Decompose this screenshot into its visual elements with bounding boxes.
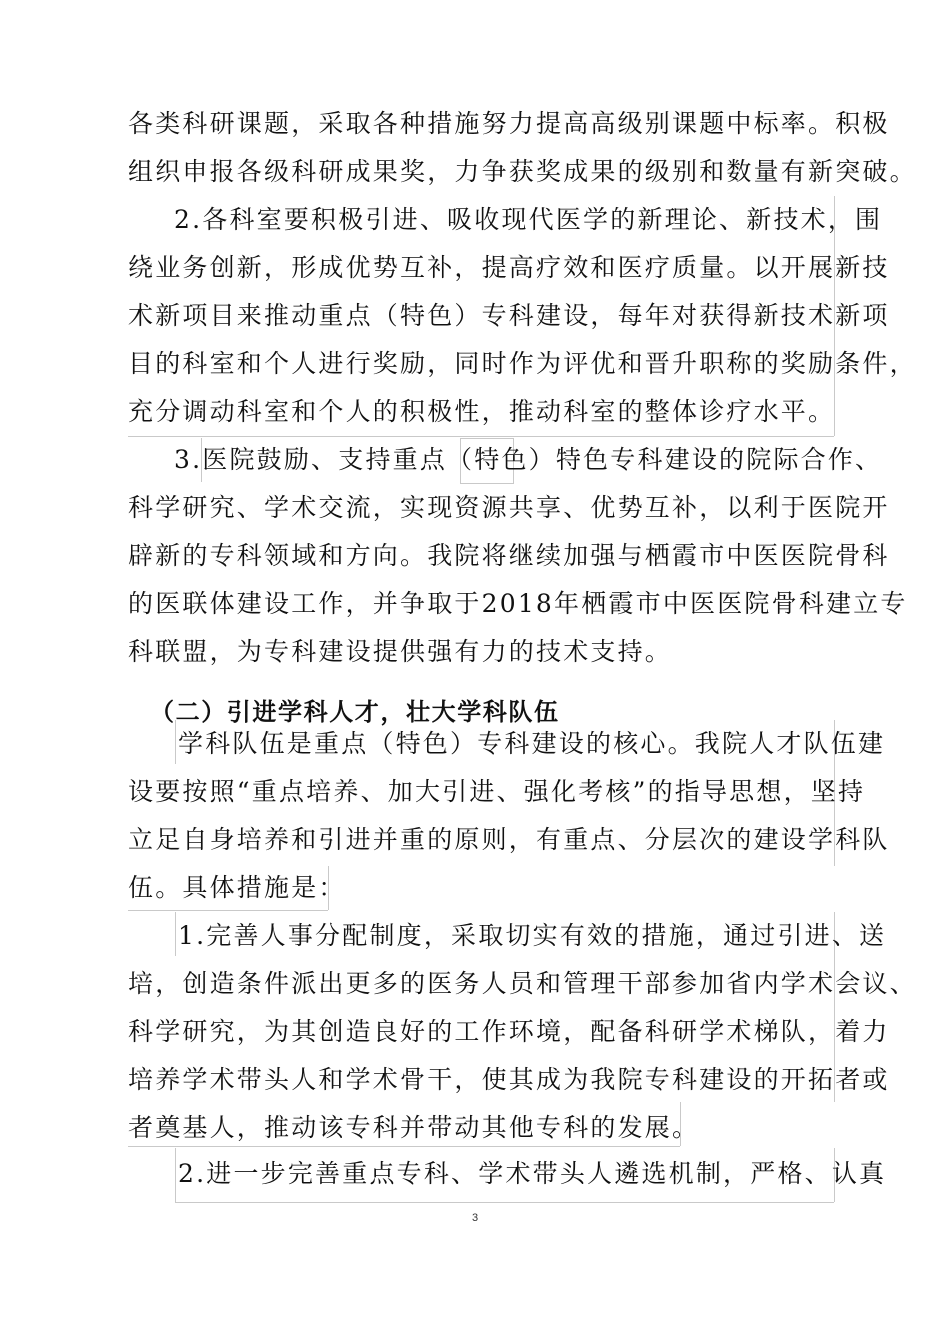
text-line: 立足自身培养和引进并重的原则，有重点、分层次的建设学科队 <box>128 825 890 854</box>
text-line: 2.进一步完善重点专科、学术带头人遴选机制，严格、认真 <box>178 1159 887 1188</box>
text-line: 的医联体建设工作，并争取于2018年栖霞市中医医院骨科建立专 <box>128 589 908 618</box>
page-number: 3 <box>471 1212 479 1224</box>
text-line: 2.各科室要积极引进、吸收现代医学的新理论、新技术，围 <box>174 205 883 234</box>
text-line: 目的科室和个人进行奖励，同时作为评优和晋升职称的奖励条件， <box>128 349 917 378</box>
text-line: 培养学术带头人和学术骨干，使其成为我院专科建设的开拓者或 <box>128 1065 890 1094</box>
text-line: 各类科研课题，采取各种措施努力提高高级别课题中标率。积极 <box>128 109 890 138</box>
section-heading: （二）引进学科人才，壮大学科队伍 <box>150 698 560 726</box>
frame-line <box>175 1202 834 1203</box>
text-line: 术新项目来推动重点（特色）专科建设，每年对获得新技术新项 <box>128 301 890 330</box>
text-line: 者奠基人，推动该专科并带动其他专科的发展。 <box>128 1113 700 1142</box>
text-line: 科学研究，为其创造良好的工作环境，配备科研学术梯队，着力 <box>128 1017 890 1046</box>
text-line: 设要按照“重点培养、加大引进、强化考核”的指导思想，坚持 <box>128 777 866 806</box>
text-line: 组织申报各级科研成果奖，力争获奖成果的级别和数量有新突破。 <box>128 157 917 186</box>
text-line: 充分调动科室和个人的积极性，推动科室的整体诊疗水平。 <box>128 397 836 426</box>
text-line: 伍。具体措施是： <box>128 873 346 902</box>
text-line: 培，创造条件派出更多的医务人员和管理干部参加省内学术会议、 <box>128 969 917 998</box>
text-line: 科联盟，为专科建设提供强有力的技术支持。 <box>128 637 673 666</box>
text-line: 绕业务创新，形成优势互补，提高疗效和医疗质量。以开展新技 <box>128 253 890 282</box>
text-line: 科学研究、学术交流，实现资源共享、优势互补，以利于医院开 <box>128 493 890 522</box>
text-line: 学科队伍是重点（特色）专科建设的核心。我院人才队伍建 <box>178 729 886 758</box>
text-line: 辟新的专科领域和方向。我院将继续加强与栖霞市中医医院骨科 <box>128 541 890 570</box>
text-line: 3.医院鼓励、支持重点（特色）特色专科建设的院际合作、 <box>174 445 883 474</box>
text-line: 1.完善人事分配制度，采取切实有效的措施，通过引进、送 <box>178 921 887 950</box>
frame-line <box>175 1148 176 1202</box>
frame-line <box>175 912 176 956</box>
